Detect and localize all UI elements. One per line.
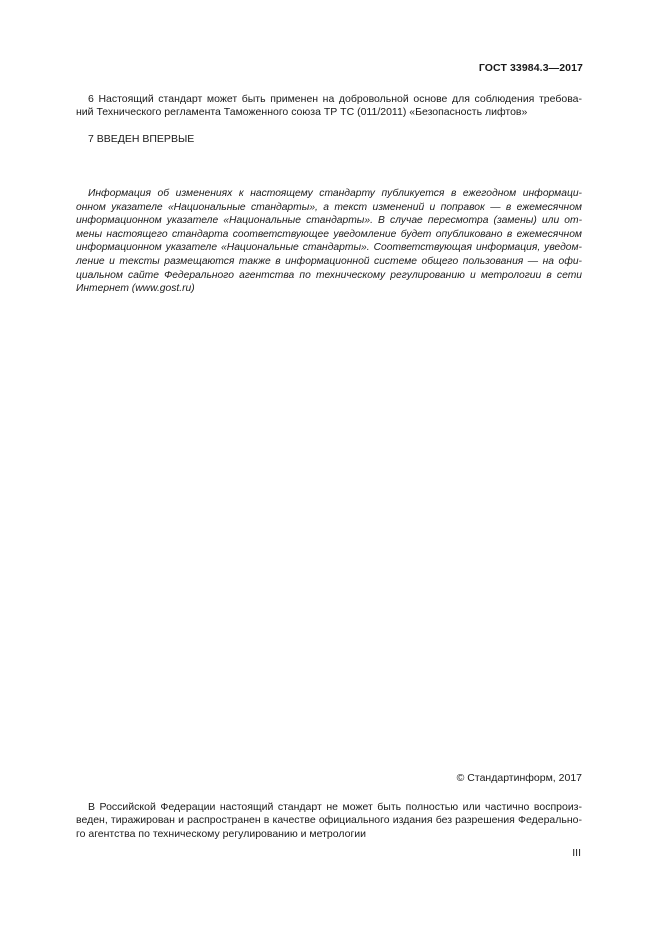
item-6-line-1: 6 Настоящий стандарт может быть применен на добровольной основе для соблюдения требова- [88,93,582,105]
item-7-text: 7 ВВЕДЕН ВПЕРВЫЕ [88,133,195,145]
info-line-2: онном указателе «Национальные стандарты», а текст изменений и поправок — в ежемесячном [76,201,582,213]
legal-line-2: веден, тиражирован и распространен в качестве официального издания без разрешения Федерально- [76,814,582,827]
info-line-1: Информация об изменениях к настоящему стандарту публикуется в ежегодном информаци- [88,188,582,199]
standard-code: ГОСТ 33984.3—2017 [478,62,583,74]
copyright-notice: © Стандартинформ, 2017 [456,772,582,784]
page-number: III [572,847,581,859]
legal-line-3: го агентства по техническому регулированию и метрологии [76,827,367,840]
item-6-paragraph [76,93,582,119]
legal-notice [76,801,582,841]
info-line-6: ление и тексты размещаются также в информационной системе общего пользования — на офи- [76,255,582,267]
info-line-8: Интернет (www.gost.ru) [76,283,195,295]
info-line-4: мены настоящего стандарта соответствующее уведомление будет опубликовано в ежемесячном [76,228,582,240]
item-7-paragraph [76,133,582,146]
item-6-line-2: ний Технического регламента Таможенного союза ТР ТС (011/2011) «Безопасность лифтов» [76,106,528,119]
info-line-3: информационном указателе «Национальные стандарты». В случае пересмотра (замены) или от- [76,215,582,227]
legal-line-1: В Российской Федерации настоящий стандарт не может быть полностью или частично воспроиз- [88,801,582,813]
info-line-7: циальном сайте Федерального агентства по техническому регулированию и метрологии в сети [76,269,582,281]
info-line-5: информационном указателе «Национальные стандарты». Соответствующая информация, уведом- [76,242,582,254]
info-notice [76,187,582,296]
